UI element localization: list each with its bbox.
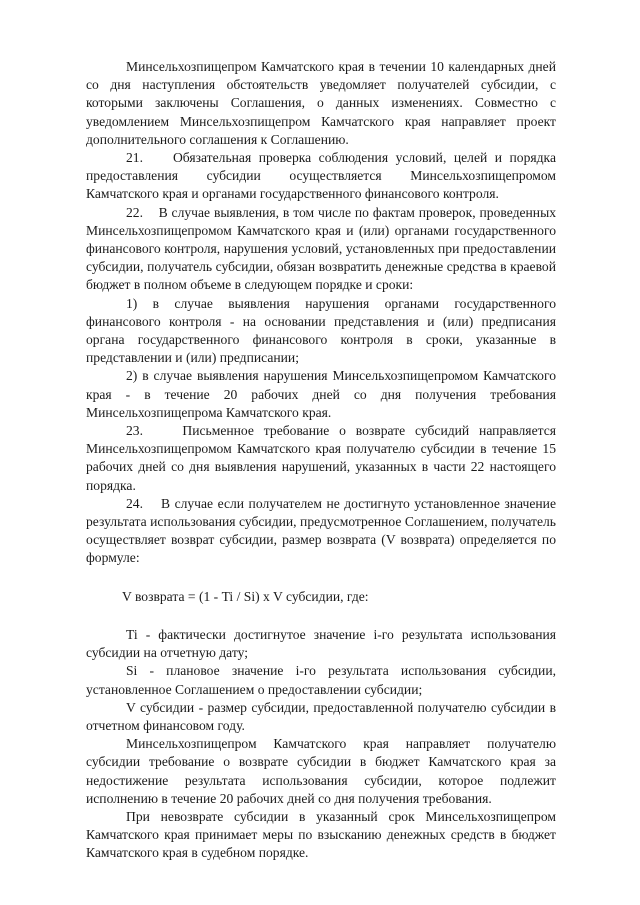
paragraph-24: 24. В случае если получателем не достигнуто установленное значение результата использования субсидии, предусмотренное Соглашением, получатель осуществляет возврат субсидии, размер возврата (V возврата) определяется по формуле: [86,495,556,566]
paragraph-return-requirement: Минсельхозпищепром Камчатского края направляет получателю субсидии требование о возврате субсидии в бюджет Камчатского края за недостижение результата использования субсидии, которое подлежит исполнению в течение 20 рабочих дней со дня получения требования. [86,736,556,806]
spacer [86,606,556,626]
paragraph-21: 21. Обязательная проверка соблюдения условий, целей и порядка предоставления субсидии осуществляется Минсельхозпищепромом Камчатского края и органами государственного финансового контроля. [86,150,556,202]
definition-v-subsidy: V субсидии - размер субсидии, предоставленной получателю субсидии в отчетном финансовом году. [86,699,556,733]
paragraph-22-item-1: 1) в случае выявления нарушения органами государственного финансового контроля - на основании представления и (или) предписания органа государственного финансового контроля в сроки, указанные в представлении и (или) предписании; [86,295,556,366]
paragraph-22: 22. В случае выявления, в том числе по фактам проверок, проведенных Минсельхозпищепромом Камчатского края и (или) органами государственного финансового контроля, нарушения условий, установленных при предоставлении субсидии, получатель субсидии, обязан возвратить денежные средства в краевой бюджет в полном объеме в следующем порядке и сроки: [86,204,556,293]
paragraph-court-recovery: При невозврате субсидии в указанный срок Минсельхозпищепром Камчатского края принимает меры по взысканию денежных средств в бюджет Камчатского края в судебном порядке. [86,808,556,861]
definition-si: Si - плановое значение i-го результата использования субсидии, установленное Соглашением о предоставлении субсидии; [86,663,556,697]
paragraph-22-item-2: 2) в случае выявления нарушения Минсельхозпищепромом Камчатского края - в течение 20 рабочих дней со дня получения требования Минсельхозпищепрома Камчатского края. [86,368,556,420]
definition-ti: Ti - фактически достигнутое значение i-го результата использования субсидии на отчетную дату; [86,626,556,661]
spacer [86,568,556,588]
return-formula: V возврата = (1 - Ti / Si) x V субсидии, где: [122,588,369,604]
paragraph-23: 23. Письменное требование о возврате субсидий направляется Минсельхозпищепромом Камчатского края получателю субсидии в течение 15 рабочих дней со дня выявления нарушений, указанных в части 22 настоящего порядка. [86,423,556,493]
document-page [86,58,556,863]
paragraph-20-continuation: Минсельхозпищепром Камчатского края в течении 10 календарных дней со дня наступления обстоятельств уведомляет получателей субсидии, с которыми заключены Соглашения, о данных изменениях. Совместно с уведомлением Минсельхозпищепром Камчатского края направляет проект дополнительного соглашения к Соглашению. [86,59,556,147]
